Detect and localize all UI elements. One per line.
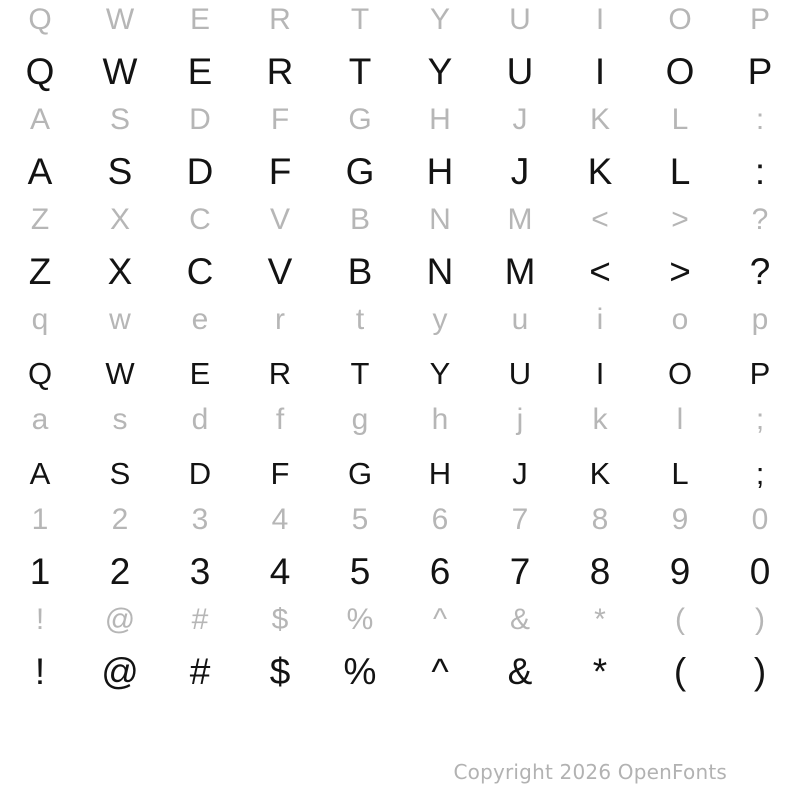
glyph-pair-digits: [0, 500, 800, 600]
glyph-cell: ;: [755, 403, 765, 436]
glyph-cell: ^: [432, 603, 448, 636]
glyph-cell: Q: [25, 51, 55, 92]
glyph-cell: G: [345, 151, 375, 192]
glyph-cell: q: [31, 303, 49, 336]
glyph-cell: s: [112, 403, 128, 436]
glyph-cell: H: [429, 103, 451, 136]
glyph-cell: (: [673, 651, 687, 692]
glyph-cell: U: [509, 3, 531, 36]
glyph-cell: 2: [109, 551, 131, 592]
glyph-cell: R: [268, 356, 292, 391]
glyph-cell: &: [509, 603, 530, 636]
preview-glyph-row: [0, 153, 800, 190]
preview-glyph-row: [0, 458, 800, 489]
glyph-cell: P: [749, 356, 771, 391]
glyph-cell: A: [29, 103, 50, 136]
glyph-cell: 4: [271, 503, 289, 536]
glyph-cell: O: [667, 356, 693, 391]
glyph-cell: $: [269, 651, 291, 692]
reference-glyph-row: [0, 505, 800, 535]
glyph-cell: 5: [349, 551, 371, 592]
glyph-cell: J: [510, 151, 530, 192]
glyph-cell: E: [189, 356, 211, 391]
glyph-cell: *: [592, 651, 608, 692]
glyph-cell: Z: [30, 203, 50, 236]
reference-glyph-row: [0, 405, 800, 435]
preview-glyph-row: [0, 653, 800, 690]
glyph-cell: R: [266, 51, 294, 92]
glyph-cell: L: [669, 151, 691, 192]
glyph-cell: o: [671, 303, 689, 336]
reference-glyph-row: [0, 105, 800, 135]
glyph-cell: N: [426, 251, 454, 292]
glyph-cell: 8: [589, 551, 611, 592]
glyph-cell: :: [754, 151, 766, 192]
glyph-cell: %: [346, 603, 374, 636]
glyph-cell: ): [755, 603, 765, 636]
glyph-cell: #: [189, 651, 211, 692]
glyph-cell: 3: [189, 551, 211, 592]
glyph-cell: L: [671, 456, 689, 491]
glyph-pair-symbols: [0, 600, 800, 700]
glyph-cell: E: [189, 3, 210, 36]
glyph-cell: !: [35, 603, 45, 636]
glyph-cell: B: [349, 203, 370, 236]
glyph-cell: 6: [431, 503, 449, 536]
glyph-cell: F: [270, 456, 290, 491]
glyph-cell: I: [594, 51, 606, 92]
glyph-cell: S: [109, 103, 130, 136]
glyph-cell: E: [187, 51, 213, 92]
glyph-cell: C: [186, 251, 214, 292]
glyph-cell: D: [186, 151, 214, 192]
glyph-cell: p: [751, 303, 769, 336]
glyph-cell: V: [269, 203, 290, 236]
glyph-cell: P: [749, 3, 770, 36]
glyph-cell: H: [426, 151, 454, 192]
reference-glyph-row: [0, 5, 800, 35]
glyph-cell: F: [270, 103, 290, 136]
glyph-cell: g: [351, 403, 369, 436]
glyph-cell: 6: [429, 551, 451, 592]
reference-glyph-row: [0, 605, 800, 635]
copyright-watermark: Copyright 2026 OpenFonts: [453, 760, 727, 784]
glyph-cell: ): [753, 651, 767, 692]
glyph-cell: D: [188, 456, 212, 491]
glyph-cell: Y: [427, 51, 453, 92]
glyph-cell: H: [428, 456, 452, 491]
glyph-cell: D: [189, 103, 211, 136]
glyph-cell: M: [504, 251, 536, 292]
glyph-cell: k: [592, 403, 608, 436]
glyph-cell: ?: [749, 251, 771, 292]
glyph-cell: I: [595, 356, 605, 391]
glyph-cell: 8: [591, 503, 609, 536]
glyph-cell: C: [189, 203, 211, 236]
glyph-pair-uppercase-row1: [0, 0, 800, 100]
reference-glyph-row: [0, 305, 800, 335]
glyph-cell: T: [350, 3, 370, 36]
glyph-cell: $: [271, 603, 289, 636]
glyph-cell: ^: [431, 651, 449, 692]
glyph-cell: @: [101, 651, 139, 692]
glyph-cell: #: [191, 603, 209, 636]
glyph-cell: S: [109, 456, 131, 491]
glyph-cell: N: [429, 203, 451, 236]
glyph-cell: W: [105, 3, 135, 36]
preview-glyph-row: [0, 553, 800, 590]
glyph-cell: Q: [28, 3, 52, 36]
glyph-cell: r: [275, 303, 285, 336]
glyph-cell: &: [507, 651, 533, 692]
glyph-cell: U: [506, 51, 534, 92]
glyph-cell: 1: [31, 503, 49, 536]
glyph-cell: G: [347, 456, 373, 491]
glyph-cell: M: [507, 203, 533, 236]
glyph-cell: e: [191, 303, 209, 336]
glyph-cell: w: [109, 303, 131, 336]
glyph-cell: >: [671, 203, 689, 236]
glyph-cell: f: [275, 403, 285, 436]
glyph-cell: R: [269, 3, 291, 36]
glyph-cell: Q: [27, 356, 53, 391]
glyph-pair-uppercase-row3: [0, 200, 800, 300]
glyph-cell: <: [591, 203, 609, 236]
glyph-cell: d: [191, 403, 209, 436]
glyph-cell: 0: [749, 551, 771, 592]
glyph-cell: Y: [429, 3, 450, 36]
glyph-cell: :: [755, 103, 765, 136]
glyph-cell: y: [432, 303, 448, 336]
glyph-cell: ?: [751, 203, 769, 236]
glyph-cell: S: [107, 151, 133, 192]
glyph-cell: h: [431, 403, 449, 436]
glyph-cell: K: [589, 103, 610, 136]
glyph-cell: 7: [509, 551, 531, 592]
glyph-cell: B: [347, 251, 373, 292]
glyph-cell: K: [587, 151, 613, 192]
glyph-pair-uppercase-row2: [0, 100, 800, 200]
preview-glyph-row: [0, 253, 800, 290]
glyph-cell: J: [512, 103, 528, 136]
glyph-cell: Y: [429, 356, 451, 391]
glyph-cell: *: [594, 603, 606, 636]
glyph-cell: 9: [671, 503, 689, 536]
glyph-cell: P: [747, 51, 773, 92]
glyph-cell: 4: [269, 551, 291, 592]
glyph-cell: ;: [755, 456, 765, 491]
glyph-cell: T: [350, 356, 370, 391]
glyph-cell: j: [516, 403, 524, 436]
glyph-cell: 2: [111, 503, 129, 536]
glyph-cell: <: [589, 251, 611, 292]
glyph-cell: 0: [751, 503, 769, 536]
glyph-cell: W: [105, 356, 135, 391]
glyph-cell: T: [348, 51, 372, 92]
glyph-cell: @: [104, 603, 136, 636]
preview-glyph-row: [0, 53, 800, 90]
glyph-cell: G: [348, 103, 372, 136]
glyph-pair-lowercase-row1: [0, 300, 800, 400]
glyph-cell: F: [268, 151, 292, 192]
glyph-cell: 9: [669, 551, 691, 592]
glyph-cell: t: [355, 303, 365, 336]
glyph-cell: u: [511, 303, 529, 336]
glyph-cell: (: [675, 603, 685, 636]
glyph-cell: %: [343, 651, 377, 692]
glyph-cell: !: [34, 651, 46, 692]
glyph-pair-lowercase-row2: [0, 400, 800, 500]
glyph-cell: J: [512, 456, 528, 491]
reference-glyph-row: [0, 205, 800, 235]
glyph-cell: i: [596, 303, 604, 336]
glyph-cell: >: [669, 251, 691, 292]
glyph-cell: Z: [28, 251, 52, 292]
glyph-cell: O: [665, 51, 695, 92]
glyph-cell: 1: [29, 551, 51, 592]
glyph-cell: I: [595, 3, 605, 36]
glyph-cell: l: [676, 403, 684, 436]
glyph-cell: X: [109, 203, 130, 236]
glyph-cell: K: [589, 456, 611, 491]
glyph-cell: X: [107, 251, 133, 292]
glyph-cell: V: [267, 251, 293, 292]
glyph-cell: a: [31, 403, 49, 436]
glyph-cell: 7: [511, 503, 529, 536]
glyph-cell: U: [508, 356, 532, 391]
glyph-cell: O: [668, 3, 692, 36]
glyph-cell: W: [102, 51, 138, 92]
preview-glyph-row: [0, 358, 800, 389]
glyph-cell: 5: [351, 503, 369, 536]
glyph-cell: L: [671, 103, 689, 136]
glyph-cell: 3: [191, 503, 209, 536]
glyph-cell: A: [29, 456, 51, 491]
glyph-cell: A: [27, 151, 53, 192]
